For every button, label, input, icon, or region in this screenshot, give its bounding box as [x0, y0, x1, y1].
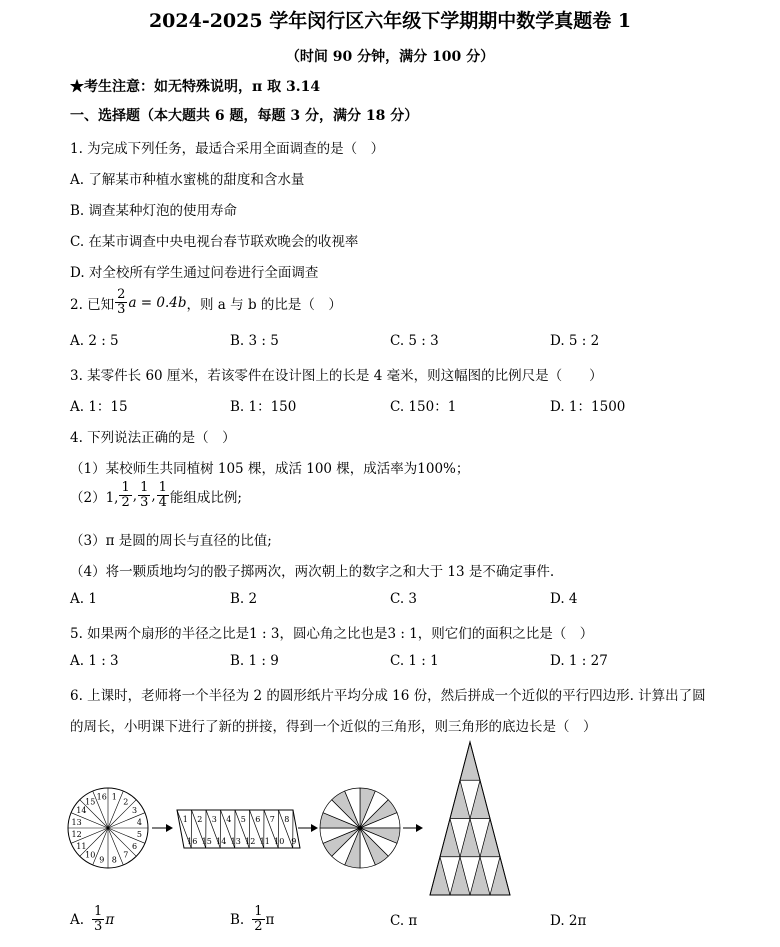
sector-number: 14: [76, 806, 87, 816]
arrow-2: [298, 824, 318, 832]
q3-option-a: A. 1：15: [70, 399, 128, 415]
sector-number: 8: [284, 815, 290, 824]
q6-b-den: 2: [254, 919, 263, 934]
sector-number: 2: [123, 797, 129, 807]
triangle-sector: [470, 857, 490, 895]
sector-number: 2: [197, 815, 203, 824]
sector-number: 11: [259, 837, 270, 846]
q4-s2-prefix: （2）1,: [70, 489, 119, 506]
sector-number: 12: [245, 837, 256, 846]
q2-option-d: D. 5 : 2: [550, 333, 600, 349]
sector-number: 15: [201, 837, 212, 846]
triangle-sector: [450, 857, 470, 895]
q5-option-a: A. 1 : 3: [70, 653, 119, 669]
q4-frac-2: [138, 481, 150, 510]
q1-option-d: D. 对全校所有学生通过问卷进行全面调查: [70, 265, 319, 281]
sector-number: 9: [99, 855, 105, 865]
sector-number: 13: [230, 837, 241, 846]
q6-option-a-label: A.: [70, 911, 85, 928]
q6-option-b-pi: π: [265, 911, 275, 928]
q6-option-b: [230, 905, 274, 934]
q1-stem: 1. 为完成下列任务，最适合采用全面调查的是（ ）: [70, 141, 385, 157]
triangle-sector: [440, 819, 460, 857]
sector-number: 5: [136, 830, 142, 840]
sector-number: 6: [255, 815, 261, 824]
arrow-1: [152, 824, 173, 832]
q2-stem: [70, 288, 342, 317]
q3-option-c: C. 150：1: [390, 399, 457, 415]
triangle-sector: [460, 742, 480, 780]
q4-frac-3-num: 1: [158, 480, 167, 495]
sector-number: 11: [76, 841, 87, 851]
sector-number: 10: [85, 850, 96, 860]
exam-notice: ★考生注意：如无特殊说明，π 取 3.14: [70, 79, 321, 95]
sector-number: 4: [226, 815, 232, 824]
triangle-sector: [470, 780, 490, 818]
sector-number: 3: [132, 806, 138, 816]
triangle-sector: [450, 780, 470, 818]
page-title: 2024-2025 学年闵行区六年级下学期期中数学真题卷 1: [148, 10, 632, 32]
q4-statement-4: （4）将一颗质地均匀的骰子掷两次，两次朝上的数字之和大于 13 是不确定事件.: [70, 564, 555, 580]
q4-frac-1: [119, 481, 131, 510]
q6-b-num: 1: [254, 904, 263, 919]
q4-frac-3: [157, 481, 169, 510]
q5-option-c: C. 1 : 1: [390, 653, 439, 669]
q6-a-den: 3: [94, 919, 103, 934]
q3-stem: 3. 某零件长 60 厘米，若该零件在设计图上的长是 4 毫米，则这幅图的比例尺是（ ）: [70, 368, 603, 384]
sector-number: 14: [216, 837, 227, 846]
q2-stem-prefix: 2. 已知: [70, 296, 115, 313]
q6-option-b-label: B.: [230, 911, 245, 928]
q2-stem-suffix: ，则 a 与 b 的比是（ ）: [186, 296, 342, 313]
q6-figure: [60, 738, 530, 898]
sector-number: 7: [269, 815, 275, 824]
shaded-circle: [320, 788, 400, 868]
q6-stem-line-2: 的周长，小明课下进行了新的拼接，得到一个近似的三角形，则三角形的底边长是（ ）: [70, 719, 597, 735]
sector-number: 3: [211, 815, 217, 824]
q4-option-b: B. 2: [230, 591, 258, 607]
q2-fraction: [115, 288, 127, 317]
q6-option-a: [70, 905, 114, 934]
sector-number: 6: [132, 841, 138, 851]
q2-option-c: C. 5 : 3: [390, 333, 439, 349]
triangle-sector: [430, 857, 450, 895]
q1-option-a: A. 了解某市种植水蜜桃的甜度和含水量: [70, 172, 305, 188]
section-title: 一、选择题（本大题共 6 题，每题 3 分，满分 18 分）: [70, 108, 419, 124]
sector-number: 15: [85, 797, 96, 807]
numbered-circle: [68, 788, 148, 868]
q1-option-b: B. 调查某种灯泡的使用寿命: [70, 203, 238, 219]
q6-option-d: D. 2π: [550, 913, 587, 929]
q4-frac-2-num: 1: [140, 480, 149, 495]
sector-number: 5: [240, 815, 246, 824]
q4-frac-3-den: 4: [158, 495, 167, 510]
sector-number: 16: [96, 792, 107, 802]
q1-option-c: C. 在某市调查中央电视台春节联欢晚会的收视率: [70, 234, 359, 250]
q2-frac-numerator: 2: [117, 287, 126, 302]
q4-option-a: A. 1: [70, 591, 97, 607]
sector-number: 12: [71, 830, 82, 840]
q5-option-b: B. 1 : 9: [230, 653, 279, 669]
q6-option-b-fraction: [252, 905, 264, 934]
q2-equation: a = 0.4b: [128, 294, 187, 311]
triangle: [430, 742, 510, 895]
q6-option-a-fraction: [92, 905, 104, 934]
q6-option-c: C. π: [390, 913, 418, 929]
q2-frac-denominator: 3: [117, 302, 126, 317]
sector-number: 16: [187, 837, 198, 846]
sector-number: 10: [274, 837, 285, 846]
q4-statement-2: （2）1, $\frac{1}{2}$ , $\frac{1}{3}$ , $\frac{1}{4}$ 能组成比例;: [70, 480, 242, 510]
page-subtitle: （时间 90 分钟，满分 100 分）: [285, 49, 495, 65]
q6-option-a-pi: π: [105, 911, 115, 928]
arrow-3: [403, 824, 423, 832]
sector-number: 1: [111, 792, 117, 802]
triangle-sector: [480, 819, 500, 857]
q2-option-a: A. 2 : 5: [70, 333, 119, 349]
q4-frac-1-den: 2: [121, 495, 130, 510]
q6-a-num: 1: [94, 904, 103, 919]
q4-s2-suffix: 能组成比例;: [169, 489, 242, 506]
q5-stem: 5. 如果两个扇形的半径之比是1 : 3，圆心角之比也是3 : 1，则它们的面积之比是（ ）: [70, 626, 594, 642]
sector-number: 9: [291, 837, 297, 846]
sector-number: 7: [123, 850, 129, 860]
sector-number: 8: [111, 855, 117, 865]
q4-frac-1-num: 1: [121, 480, 130, 495]
parallelogram: [177, 810, 300, 848]
sector-number: 13: [71, 817, 82, 827]
q4-option-c: C. 3: [390, 591, 418, 607]
q4-statement-3: （3）π 是圆的周长与直径的比值;: [70, 533, 272, 549]
q5-option-d: D. 1 : 27: [550, 653, 608, 669]
q3-option-d: D. 1：1500: [550, 399, 626, 415]
triangle-sector: [490, 857, 510, 895]
q4-stem: 4. 下列说法正确的是（ ）: [70, 430, 236, 446]
q4-option-d: D. 4: [550, 591, 578, 607]
q3-option-b: B. 1：150: [230, 399, 297, 415]
q6-stem-line-1: 6. 上课时，老师将一个半径为 2 的圆形纸片平均分成 16 份，然后拼成一个近似的平行四边形. 计算出了圆: [70, 688, 706, 704]
sector-number: 1: [182, 815, 188, 824]
q2-option-b: B. 3 : 5: [230, 333, 279, 349]
triangle-sector: [460, 819, 480, 857]
sector-number: 4: [136, 817, 142, 827]
q4-frac-2-den: 3: [140, 495, 149, 510]
q4-statement-1: （1）某校师生共同植树 105 棵，成活 100 棵，成活率为100%；: [70, 461, 470, 477]
